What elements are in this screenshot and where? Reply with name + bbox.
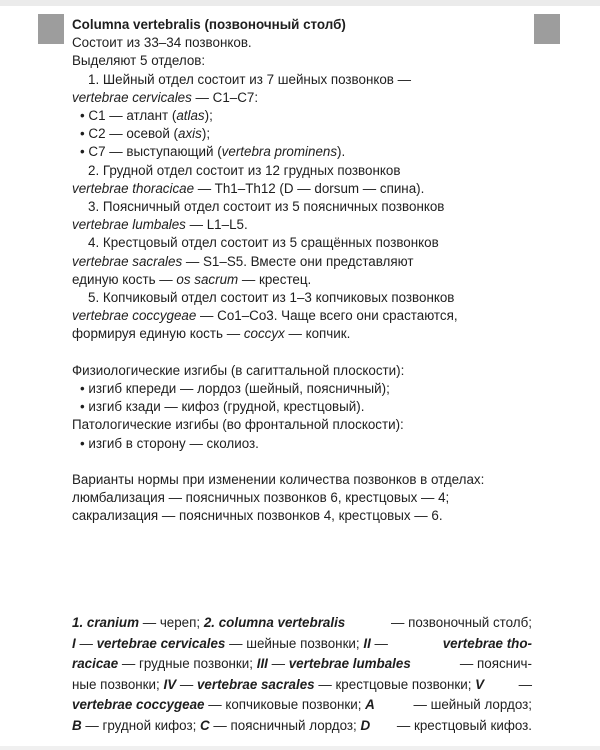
text-line: 5. Копчиковый отдел состоит из 1–3 копчиковых позвонков	[88, 290, 455, 306]
caption-segment	[72, 675, 484, 696]
text-segment: — крестец.	[238, 271, 312, 287]
caption-term: vertebrae cervicales	[96, 635, 226, 651]
latin-term: axis	[178, 126, 202, 142]
text-segment: • C2 — осевой (	[80, 126, 179, 142]
text-line: Состоит из 33–34 позвонков.	[72, 35, 252, 51]
caption-text: — крестцовый кифоз.	[396, 717, 532, 733]
text-line: сакрализация — поясничных позвонков 4, крестцовых — 6.	[72, 508, 443, 524]
text-line: Патологические изгибы (во фронтальной плоскости):	[72, 417, 404, 433]
main-text	[72, 16, 522, 526]
text-segment: единую кость —	[72, 271, 177, 287]
caption-line	[72, 716, 532, 737]
text-line	[72, 216, 522, 234]
caption-text: — пояснич-	[459, 656, 532, 672]
text-segment: );	[204, 108, 213, 124]
caption-segment	[72, 695, 375, 716]
caption-text: ные позвонки;	[72, 676, 164, 692]
page-bottom-shade	[0, 746, 600, 750]
caption-label: IV	[163, 676, 177, 692]
caption-term: racicae	[72, 656, 119, 672]
spacer	[72, 453, 522, 471]
caption-segment	[72, 654, 411, 675]
caption-segment	[72, 634, 388, 655]
latin-term: vertebrae coccygeae	[72, 308, 197, 324]
text-line: 2. Грудной отдел состоит из 12 грудных позвонков	[88, 162, 401, 178]
caption-text: — копчиковые позвонки;	[204, 697, 366, 713]
text-segment: • C7 — выступающий (	[80, 144, 222, 160]
text-line: Физиологические изгибы (в сагиттальной плоскости):	[72, 362, 405, 378]
caption-label: I	[72, 635, 76, 651]
text-line: Варианты нормы при изменении количества позвонков в отделах:	[72, 472, 485, 488]
caption-line	[72, 613, 532, 634]
latin-term: os sacrum	[176, 271, 239, 287]
page-title	[72, 16, 522, 34]
text-segment: — C1–C7:	[191, 89, 259, 105]
latin-term: atlas	[176, 108, 205, 124]
bullet-line: • изгиб в сторону — сколиоз.	[80, 435, 259, 451]
text-segment: — копчик.	[284, 326, 351, 342]
caption-text: — грудные позвонки;	[118, 656, 257, 672]
caption-text: — шейный лордоз;	[413, 697, 532, 713]
caption-text: — позвоночный столб;	[391, 615, 532, 630]
caption-line	[72, 654, 532, 675]
left-page-tab	[38, 14, 64, 44]
caption-term: vertebrae sacrales	[196, 676, 315, 692]
caption-label: III	[256, 656, 268, 672]
caption-term: 1. cranium	[72, 615, 139, 630]
caption-term: vertebrae lumbales	[288, 656, 411, 672]
spacer	[72, 344, 522, 362]
caption-label: II	[363, 635, 371, 651]
bullet-line	[72, 125, 522, 143]
text-line	[72, 271, 522, 289]
caption-text: — шейные позвонки;	[225, 635, 364, 651]
text-segment: — L1–L5.	[185, 217, 248, 233]
caption-text: —	[518, 676, 532, 692]
text-line: 1. Шейный отдел состоит из 7 шейных позвонков —	[88, 71, 412, 87]
text-segment: — Th1–Th12 (D — dorsum — спина).	[194, 180, 425, 196]
caption-term: 2. columna vertebralis	[203, 615, 346, 630]
text-segment: • C1 — атлант (	[80, 108, 177, 124]
caption-text: —	[176, 676, 197, 692]
bullet-line: • изгиб кпереди — лордоз (шейный, поясничный);	[80, 381, 390, 397]
caption-term: vertebrae coccygeae	[72, 697, 205, 713]
caption-label: B	[72, 717, 82, 733]
text-line	[72, 307, 522, 325]
text-line	[72, 89, 522, 107]
text-line: 4. Крестцовый отдел состоит из 5 сращённых позвонков	[88, 235, 439, 251]
text-segment: формируя единую кость —	[72, 326, 244, 342]
text-line: люмбализация — поясничных позвонков 6, крестцовых — 4;	[72, 490, 450, 506]
caption-line	[72, 675, 532, 696]
latin-term: vertebrae lumbales	[72, 217, 186, 233]
caption-text: —	[370, 635, 388, 651]
caption-text: —	[75, 635, 97, 651]
latin-term: vertebrae cervicales	[72, 89, 192, 105]
right-page-tab	[534, 14, 560, 44]
text-line	[72, 253, 522, 271]
text-segment: ).	[337, 144, 346, 160]
latin-term: vertebrae thoracicae	[72, 180, 195, 196]
caption-label: V	[475, 676, 485, 692]
caption-text: — грудной кифоз;	[81, 717, 201, 733]
caption-label: C	[200, 717, 210, 733]
latin-term: vertebrae sacrales	[72, 253, 183, 269]
figure-caption	[72, 613, 532, 737]
text-segment: — Co1–Co3. Чаще всего они срастаются,	[196, 308, 458, 324]
bullet-line	[72, 143, 522, 161]
caption-term: vertebrae tho-	[442, 635, 532, 651]
caption-text: — крестцовые позвонки;	[314, 676, 476, 692]
page-top-shade	[0, 0, 600, 6]
title-ru: (позвоночный столб)	[200, 17, 346, 32]
bullet-line	[72, 107, 522, 125]
caption-text: — поясничный лордоз;	[209, 717, 361, 733]
caption-text: — череп;	[138, 615, 204, 630]
title-latin: Columna vertebralis	[72, 17, 201, 32]
caption-segment	[72, 613, 345, 634]
text-segment: — S1–S5. Вместе они представляют	[182, 253, 414, 269]
text-line	[72, 325, 522, 343]
caption-line	[72, 634, 532, 655]
text-line: Выделяют 5 отделов:	[72, 53, 206, 69]
bullet-line: • изгиб кзади — кифоз (грудной, крестцовый).	[80, 399, 365, 415]
caption-label: A	[365, 697, 375, 713]
caption-segment	[72, 716, 370, 737]
caption-line	[72, 695, 532, 716]
text-line: 3. Поясничный отдел состоит из 5 поясничных позвонков	[88, 199, 445, 215]
text-line	[72, 180, 522, 198]
latin-term: coccyx	[243, 326, 285, 342]
caption-text: —	[267, 656, 289, 672]
caption-label: D	[360, 717, 371, 733]
latin-term: vertebra prominens	[221, 144, 338, 160]
text-segment: );	[201, 126, 211, 142]
